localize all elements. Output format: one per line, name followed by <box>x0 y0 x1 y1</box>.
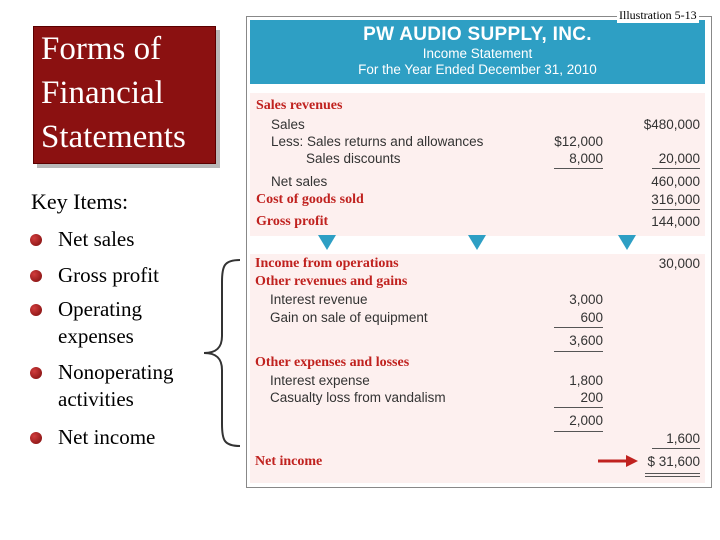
deductions-total: 20,000 <box>658 151 700 166</box>
divider <box>652 168 700 169</box>
down-arrow-icon <box>618 235 636 250</box>
income-from-operations-label: Income from operations <box>255 256 399 271</box>
bullet-icon <box>30 304 42 316</box>
discounts-amount: 8,000 <box>569 151 603 166</box>
company-name: PW AUDIO SUPPLY, INC. <box>363 24 592 45</box>
discounts-label: Sales discounts <box>306 151 401 166</box>
divider <box>554 327 603 328</box>
sales-revenues-label: Sales revenues <box>256 98 343 113</box>
slide-title-line-2: Financial <box>41 75 164 111</box>
sales-label: Sales <box>271 117 305 132</box>
down-arrow-icon <box>468 235 486 250</box>
cogs-label: Cost of goods sold <box>256 192 364 207</box>
bullet-icon <box>30 432 42 444</box>
illustration-label: Illustration 5-13 <box>619 8 697 22</box>
interest-expense-amount: 1,800 <box>569 373 603 388</box>
gross-profit-label: Gross profit <box>256 214 329 229</box>
cogs-amount: 316,000 <box>651 192 700 207</box>
down-arrow-icon <box>318 235 336 250</box>
divider <box>554 407 603 408</box>
statement-title: Income Statement <box>422 46 533 61</box>
statement-header <box>250 20 705 84</box>
gain-sale-amount: 600 <box>580 310 603 325</box>
key-items-heading: Key Items: <box>31 189 129 214</box>
casualty-loss-amount: 200 <box>580 390 603 405</box>
other-revenues-label: Other revenues and gains <box>255 274 408 289</box>
casualty-loss-label: Casualty loss from vandalism <box>270 390 446 405</box>
interest-revenue-amount: 3,000 <box>569 292 603 307</box>
divider <box>554 351 603 352</box>
divider <box>652 209 700 210</box>
divider <box>652 448 700 449</box>
returns-label: Less: Sales returns and allowances <box>271 134 484 149</box>
net-sales-label: Net sales <box>271 174 328 189</box>
red-arrow-icon <box>598 454 638 468</box>
net-income-amount: $ 31,600 <box>647 454 700 469</box>
slide-title-box <box>33 26 216 164</box>
interest-revenue-label: Interest revenue <box>270 292 368 307</box>
net-sales-amount: 460,000 <box>651 174 700 189</box>
gross-profit-amount: 144,000 <box>651 214 700 229</box>
gain-sale-label: Gain on sale of equipment <box>270 310 428 325</box>
list-item: Net income <box>30 424 155 451</box>
bullet-icon <box>30 270 42 282</box>
net-other-amount: 1,600 <box>666 431 700 446</box>
divider <box>554 168 603 169</box>
bullet-icon <box>30 367 42 379</box>
list-item: Nonoperating activities <box>30 359 190 413</box>
returns-amount: $12,000 <box>554 134 603 149</box>
double-underline <box>645 473 700 474</box>
curly-brace-icon <box>200 258 244 448</box>
statement-period: For the Year Ended December 31, 2010 <box>358 62 597 77</box>
slide-title-line-1: Forms of <box>41 31 162 67</box>
list-item: Gross profit <box>30 262 159 289</box>
slide-title-line-3: Statements <box>41 119 186 155</box>
sales-amount: $480,000 <box>643 117 700 132</box>
interest-expense-label: Interest expense <box>270 373 370 388</box>
list-item: Net sales <box>30 226 134 253</box>
net-income-label: Net income <box>255 454 323 469</box>
double-underline <box>645 476 700 477</box>
bullet-icon <box>30 234 42 246</box>
other-exp-total: 2,000 <box>569 413 603 428</box>
other-rev-total: 3,600 <box>569 333 603 348</box>
ifo-amount: 30,000 <box>658 256 700 271</box>
divider <box>554 431 603 432</box>
list-item: Operating expenses <box>30 296 160 350</box>
other-expenses-label: Other expenses and losses <box>255 355 410 370</box>
